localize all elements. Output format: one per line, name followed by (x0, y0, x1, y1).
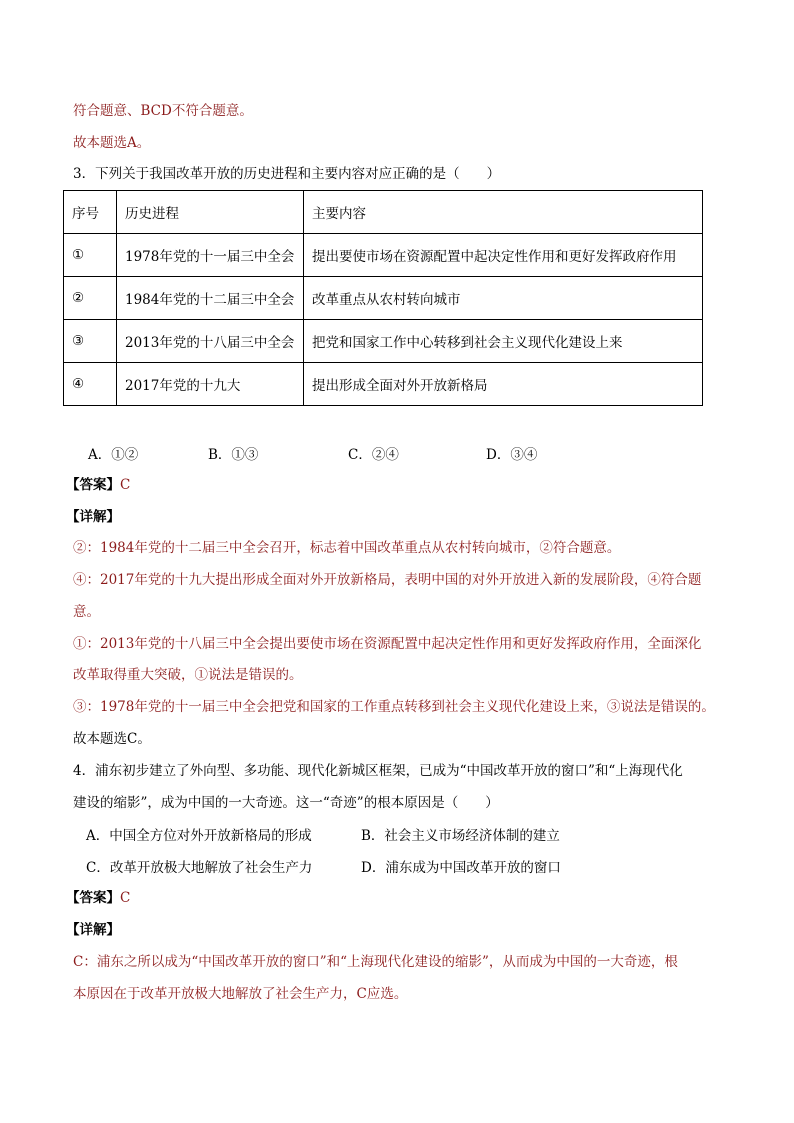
table-cell: 1984年党的十二届三中全会 (117, 277, 304, 320)
option-a: A．中国全方位对外开放新格局的形成 (86, 828, 312, 844)
q4-answer (66, 888, 130, 908)
answer-label: 【答案】 (66, 477, 120, 493)
table-row (64, 320, 703, 363)
answer-value: C (120, 477, 131, 493)
table-header-cell: 历史进程 (117, 191, 304, 234)
table-cell: ④ (64, 363, 117, 406)
q4-explanation-line: C：浦东之所以成为“中国改革开放的窗口”和“上海现代化建设的缩影”，从而成为中国的一大奇迹，根 (73, 954, 678, 970)
table-cell: ① (64, 234, 117, 277)
table-row (64, 234, 703, 277)
answer-value: C (120, 890, 131, 906)
q3-explanation-line: ④：2017年党的十九大提出形成全面对外开放新格局，表明中国的对外开放进入新的发展阶段，④符合题 (73, 572, 702, 588)
table-header-cell: 主要内容 (304, 191, 703, 234)
q2-conclusion: 故本题选A。 (73, 135, 151, 151)
option-c: C．改革开放极大地解放了社会生产力 (86, 860, 313, 876)
option-d: D．浦东成为中国改革开放的窗口 (361, 860, 561, 876)
table-row (64, 363, 703, 406)
table-cell: 把党和国家工作中心转移到社会主义现代化建设上来 (304, 320, 703, 363)
q4-options-row (86, 824, 706, 844)
q3-detail-label: 【详解】 (66, 509, 120, 525)
table-cell: ② (64, 277, 117, 320)
q3-table (63, 190, 703, 406)
q4-stem-line: 建设的缩影”，成为中国的一大奇迹。这一“奇迹”的根本原因是（ ） (73, 795, 499, 811)
table-cell: 提出形成全面对外开放新格局 (304, 363, 703, 406)
q3-answer (66, 475, 130, 495)
option-c: C．②④ (348, 447, 399, 463)
answer-label: 【答案】 (66, 890, 120, 906)
q3-explanation-line: 意。 (73, 604, 100, 620)
q3-stem: 3．下列关于我国改革开放的历史进程和主要内容对应正确的是（ ） (73, 166, 501, 182)
q3-explanation-line: 改革取得重大突破，①说法是错误的。 (73, 667, 303, 683)
option-a: A．①② (88, 447, 139, 463)
table-header-row (64, 191, 703, 234)
option-b: B．社会主义市场经济体制的建立 (361, 828, 560, 844)
q3-explanation-line: ①：2013年党的十八届三中全会提出要使市场在资源配置中起决定性作用和更好发挥政府作用，全面深化 (73, 636, 702, 652)
q2-explanation-line: 符合题意、BCD不符合题意。 (73, 103, 253, 119)
option-b: B．①③ (208, 447, 259, 463)
table-row (64, 277, 703, 320)
table-header-cell: 序号 (64, 191, 117, 234)
table-cell: 2017年党的十九大 (117, 363, 304, 406)
option-d: D．③④ (486, 447, 538, 463)
q3-conclusion: 故本题选C。 (73, 731, 151, 747)
table-cell: 改革重点从农村转向城市 (304, 277, 703, 320)
table-cell: 提出要使市场在资源配置中起决定性作用和更好发挥政府作用 (304, 234, 703, 277)
q4-options-row (86, 856, 706, 876)
q4-detail-label: 【详解】 (66, 922, 120, 938)
table-cell: 1978年党的十一届三中全会 (117, 234, 304, 277)
table-cell: ③ (64, 320, 117, 363)
q3-explanation-line: ③：1978年党的十一届三中全会把党和国家的工作重点转移到社会主义现代化建设上来，③说法是错误的。 (73, 699, 715, 715)
q3-explanation-line: ②：1984年党的十二届三中全会召开，标志着中国改革重点从农村转向城市，②符合题意。 (73, 540, 621, 556)
q4-stem-line: 4．浦东初步建立了外向型、多功能、现代化新城区框架，已成为“中国改革开放的窗口”和“上海现代化 (73, 763, 683, 779)
table-cell: 2013年党的十八届三中全会 (117, 320, 304, 363)
q3-options (88, 443, 708, 463)
q4-explanation-line: 本原因在于改革开放极大地解放了社会生产力，C应选。 (73, 986, 408, 1002)
